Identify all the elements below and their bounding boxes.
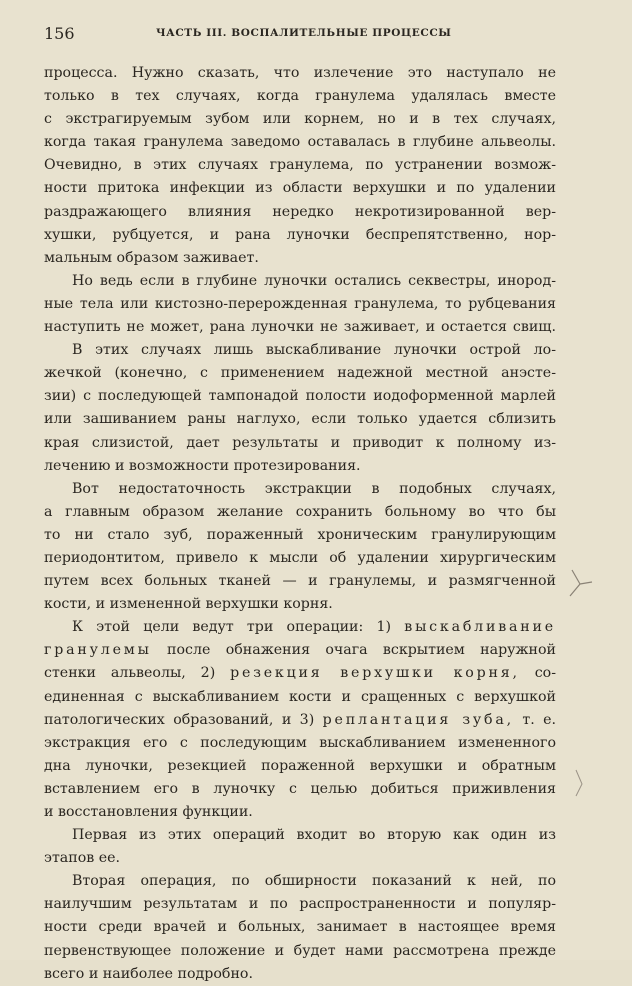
text-line: этапов ее. <box>44 850 121 867</box>
text-line: путем всех больных тканей — и гранулемы, и размягченной <box>44 573 556 590</box>
text-line: раздражающего влияния нередко некротизированной вер- <box>44 203 556 220</box>
text-fragment: К этой цели ведут три операции: 1) <box>72 619 392 636</box>
text-line <box>44 639 556 662</box>
text-line: кости, и измененной верхушки корня. <box>44 596 333 613</box>
text-line: наилучшим результатам и по распространенности и популяр- <box>44 896 556 913</box>
text-line: лечению и возможности протезирования. <box>44 457 361 474</box>
text-line: Очевидно, в этих случаях гранулема, по устранении возмож- <box>44 157 556 174</box>
text-line: ности среди врачей и больных, занимает в настоящее время <box>44 919 556 936</box>
text-line: Вторая операция, по обширности показаний к ней, по <box>72 873 556 890</box>
page-number: 156 <box>44 24 75 43</box>
text-line: В этих случаях лишь выскабливание луночки острой ло- <box>72 342 556 359</box>
text-fragment: стенки альвеолы, 2) <box>44 665 216 682</box>
text-fragment: патологических образований, и 3) <box>44 711 315 728</box>
text-line: или зашиванием раны наглухо, если только удается сблизить <box>44 411 556 428</box>
text-line: единенная с выскабливанием кости и сращенных с верхушкой <box>44 688 556 705</box>
text-line: периодонтитом, привело к мысли об удалении хирургическим <box>44 549 556 566</box>
emphasis-text: резекция верхушки корня, <box>230 665 520 682</box>
text-line: процесса. Нужно сказать, что излечение это наступало не <box>44 65 556 81</box>
text-line: дна луночки, резекцией пораженной верхушки и обратным <box>44 757 556 774</box>
text-line: жечкой (конечно, с применением надежной местной анэсте- <box>44 365 556 382</box>
text-line: вставлением его в луночку с целью добиться приживления <box>44 780 556 797</box>
text-line: с экстрагируемым зубом или корнем, но и в тех случаях, <box>44 111 556 128</box>
text-line: зии) с последующей тампонадой полости иодоформенной марлей <box>44 388 556 405</box>
text-line: Первая из этих операций входит во вторую как один из <box>72 827 556 844</box>
text-line: первенствующее положение и будет нами рассмотрена прежде <box>44 942 556 959</box>
text-line <box>44 662 556 685</box>
text-line: а главным образом желание сохранить больному во что бы <box>44 503 556 520</box>
text-line: только в тех случаях, когда гранулема удалялась вместе <box>44 88 556 105</box>
body-text <box>44 62 556 986</box>
text-line <box>44 616 556 639</box>
emphasis-text: гранулемы <box>44 642 152 659</box>
text-line: Вот недостаточность экстракции в подобных случаях, <box>72 480 556 497</box>
text-line: и восстановления функции. <box>44 804 253 820</box>
text-line: всего и наиболее подробно. <box>44 965 253 982</box>
text-fragment: со- <box>534 665 556 682</box>
text-line: экстракция его с последующим выскабливанием измененного <box>44 734 556 751</box>
text-line: ности притока инфекции из области верхушки и по удалении <box>44 180 556 197</box>
running-title: ЧАСТЬ III. ВОСПАЛИТЕЛЬНЫЕ ПРОЦЕССЫ <box>156 27 452 39</box>
text-line: наступить не может, рана луночки не заживает, и остается свищ. <box>44 319 556 336</box>
text-line <box>44 709 556 732</box>
pencil-mark-icon <box>566 568 594 598</box>
text-line: когда такая гранулема заведомо оставалась в глубине альвеолы. <box>44 134 556 151</box>
emphasis-text: реплантация зуба, <box>322 711 514 728</box>
text-line: мальным образом заживает. <box>44 249 259 266</box>
text-line: то ни стало зуб, пораженный хроническим гранулирующим <box>44 526 556 543</box>
pencil-mark-icon <box>570 768 590 798</box>
text-line: хушки, рубцуется, и рана луночки беспрепятственно, нор- <box>44 226 556 243</box>
text-fragment: т. е. <box>522 711 557 728</box>
page-header <box>44 24 592 48</box>
text-line: Но ведь если в глубине луночки остались секвестры, инород- <box>72 272 556 289</box>
text-line: ные тела или кистозно-перерожденная гранулема, то рубцевания <box>44 295 556 312</box>
emphasis-text: выскабливание <box>404 619 556 636</box>
text-fragment: после обнажения очага вскрытием наружной <box>167 642 557 659</box>
text-line: края слизистой, дает результаты и приводит к полному из- <box>44 434 556 451</box>
